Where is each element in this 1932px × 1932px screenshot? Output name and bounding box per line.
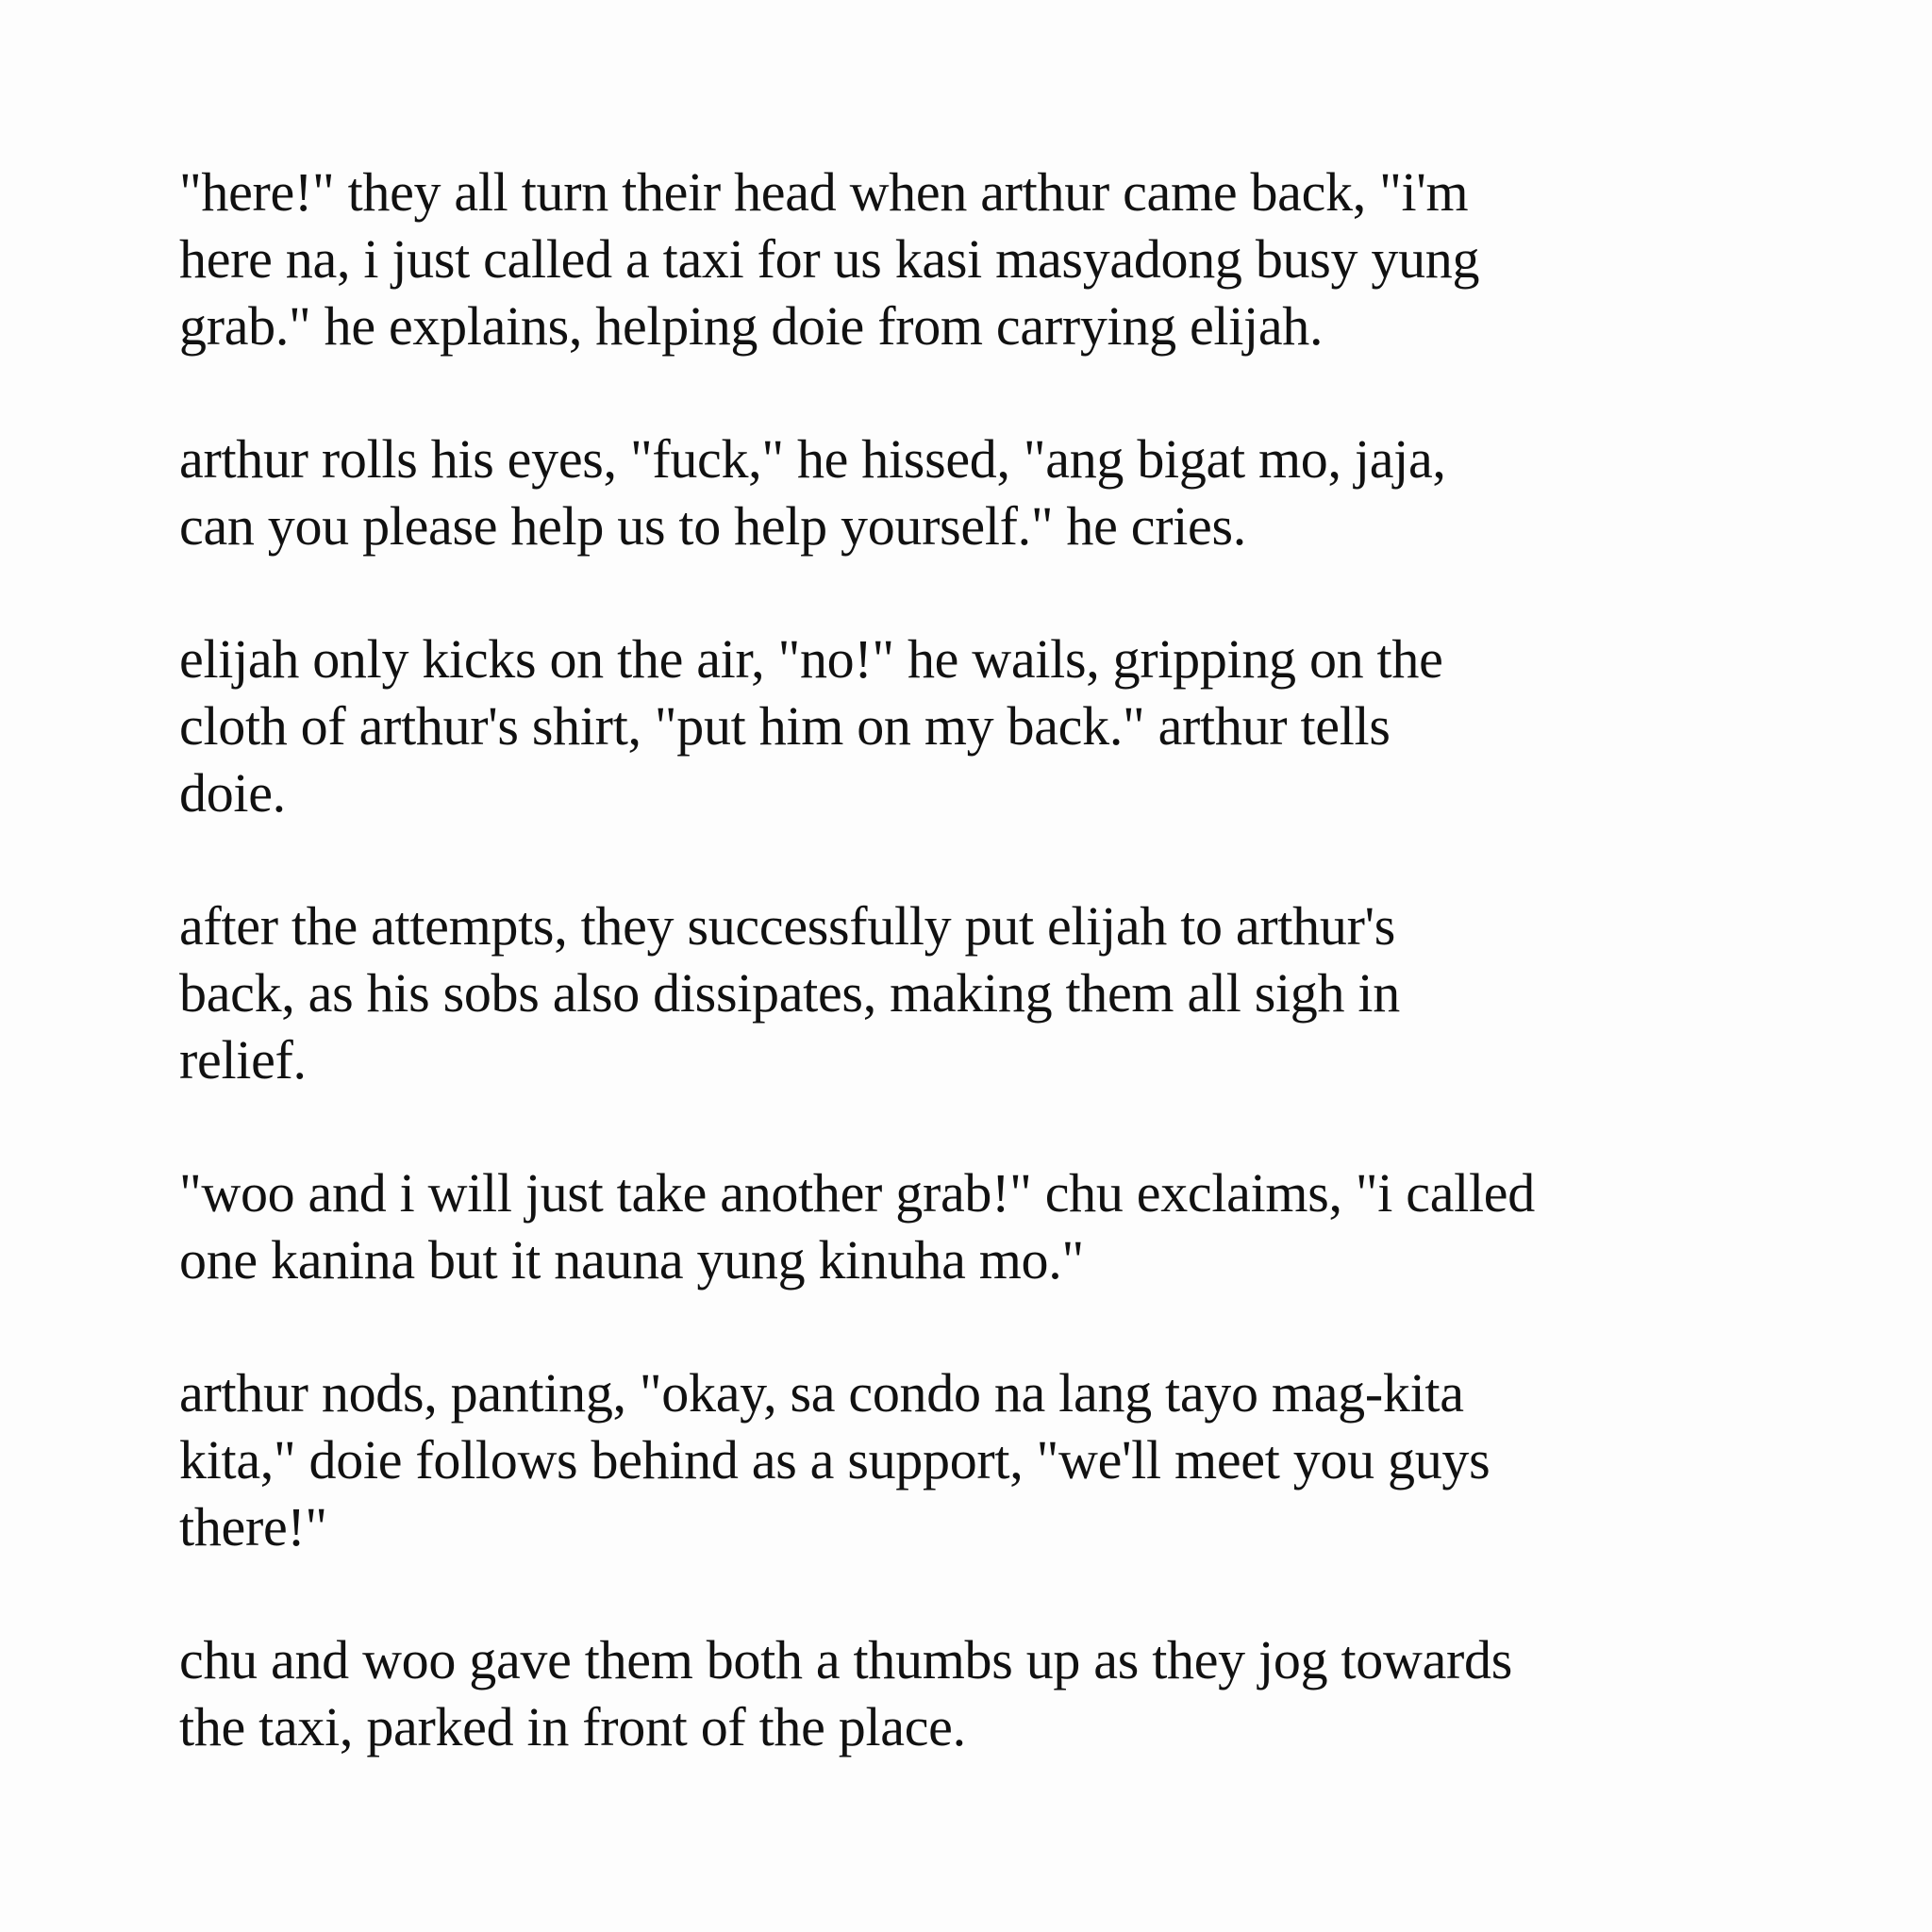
paragraph-4	[179, 892, 1783, 1093]
paragraph-1	[179, 158, 1783, 359]
paragraph-line: grab." he explains, helping doie from carrying elijah.	[179, 295, 1324, 357]
paragraph-5	[179, 1159, 1783, 1293]
paragraph-line: one kanina but it nauna yung kinuha mo."	[179, 1229, 1084, 1291]
paragraph-line: cloth of arthur's shirt, "put him on my back." arthur tells	[179, 695, 1391, 757]
paragraph-line: relief.	[179, 1029, 307, 1091]
paragraph-line: doie.	[179, 762, 286, 824]
paragraph-line: the taxi, parked in front of the place.	[179, 1696, 966, 1757]
paragraph-line: back, as his sobs also dissipates, making them all sigh in	[179, 962, 1400, 1024]
paragraph-line: "here!" they all turn their head when arthur came back, "i'm	[179, 161, 1469, 223]
paragraph-7	[179, 1626, 1783, 1760]
paragraph-6	[179, 1359, 1783, 1560]
paragraph-line: after the attempts, they successfully put elijah to arthur's	[179, 895, 1396, 957]
paragraph-line: can you please help us to help yourself." he cries.	[179, 495, 1246, 557]
paragraph-2	[179, 425, 1783, 559]
paragraph-line: "woo and i will just take another grab!" chu exclaims, "i called	[179, 1162, 1535, 1224]
paragraph-line: chu and woo gave them both a thumbs up as they jog towards	[179, 1629, 1513, 1690]
paragraph-line: kita," doie follows behind as a support, "we'll meet you guys	[179, 1429, 1491, 1491]
paragraph-line: arthur nods, panting, "okay, sa condo na lang tayo mag-kita	[179, 1362, 1464, 1424]
paragraph-line: arthur rolls his eyes, "fuck," he hissed, "ang bigat mo, jaja,	[179, 428, 1446, 490]
paragraph-line: there!"	[179, 1496, 327, 1557]
paragraph-3	[179, 625, 1783, 826]
paragraph-line: here na, i just called a taxi for us kasi masyadong busy yung	[179, 228, 1480, 290]
paragraph-line: elijah only kicks on the air, "no!" he wails, gripping on the	[179, 628, 1443, 690]
story-text-page	[179, 158, 1783, 1826]
